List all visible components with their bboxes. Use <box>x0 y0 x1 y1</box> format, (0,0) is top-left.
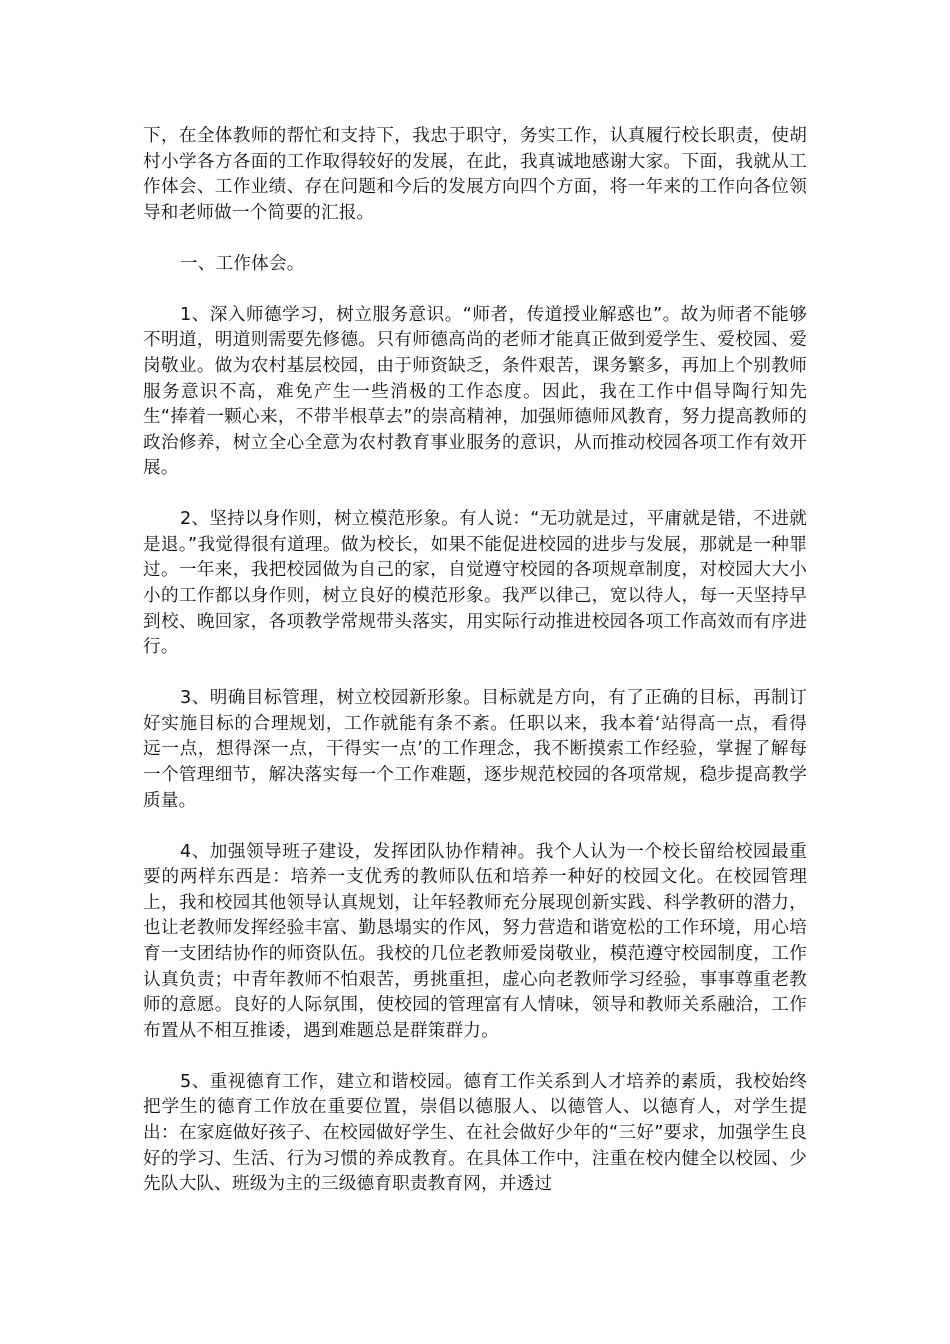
document-page <box>143 124 807 1223</box>
paragraph-1: 1、深入师德学习，树立服务意识。“师者，传道授业解惑也”。故为师者不能够不明道，明道则需要先修德。只有师德高尚的老师才能真正做到爱学生、爱校园、爱岗敬业。做为农村基层校园，由于师资缺乏，条件艰苦，课务繁多，再加上个别教师服务意识不高，难免产生一些消极的工作态度。因此，我在工作中倡导陶行知先生“捧着一颗心来，不带半根草去”的崇高精神，加强师德师风教育，努力提高教师的政治修养，树立全心全意为农村教育事业服务的意识，从而推动校园各项工作有效开展。 <box>143 304 807 479</box>
section-heading: 一、工作体会。 <box>180 253 305 274</box>
intro-paragraph: 下，在全体教师的帮忙和支持下，我忠于职守，务实工作，认真履行校长职责，使胡村小学各方各面的工作取得较好的发展，在此，我真诚地感谢大家。下面，我就从工作体会、工作业绩、存在问题和今后的发展方向四个方面，将一年来的工作向各位领导和老师做一个简要的汇报。 <box>143 126 807 223</box>
paragraph-5: 5、重视德育工作，建立和谐校园。德育工作关系到人才培养的素质，我校始终把学生的德育工作放在重要位置，崇倡以德服人、以德管人、以德育人，对学生提出：在家庭做好孩子、在校园做好学生、在社会做好少年的“三好”要求，加强学生良好的学习、生活、行为习惯的养成教育。在具体工作中，注重在校内健全以校园、少先队大队、班级为主的三级德育职责教育网，并透过 <box>143 1071 807 1195</box>
paragraph-3: 3、明确目标管理，树立校园新形象。目标就是方向，有了正确的目标，再制订好实施目标的合理规划，工作就能有条不紊。任职以来，我本着‘站得高一点，看得远一点，想得深一点，干得实一点’的工作理念，我不断摸索工作经验，掌握了解每一个管理细节，解决落实每一个工作难题，逐步规范校园的各项常规，稳步提高教学质量。 <box>143 688 807 811</box>
paragraph-4: 4、加强领导班子建设，发挥团队协作精神。我个人认为一个校长留给校园最重要的两样东西是：培养一支优秀的教师队伍和培养一种好的校园文化。在校园管理上，我和校园其他领导认真规划，让年轻教师充分展现创新实践、科学教研的潜力，也让老教师发挥经验丰富、勤恳塌实的作风，努力营造和谐宽松的工作环境，用心培育一支团结协作的师资队伍。我校的几位老教师爱岗敬业，模范遵守校园制度，工作认真负责；中青年教师不怕艰苦，勇挑重担，虚心向老教师学习经验，事事尊重老教师的意愿。良好的人际氛围，使校园的管理富有人情味，领导和教师关系融洽，工作布置从不相互推诿，遇到难题总是群策群力。 <box>143 841 807 1041</box>
paragraph-2: 2、坚持以身作则，树立模范形象。有人说：“无功就是过，平庸就是错，不进就是退。”我觉得很有道理。做为校长，如果不能促进校园的进步与发展，那就是一种罪过。一年来，我把校园做为自己的家，自觉遵守校园的各项规章制度，对校园大大小小的工作都以身作则，树立良好的模范形象。我严以律己，宽以待人，每一天坚持早到校、晚回家，各项教学常规带头落实，用实际行动推进校园各项工作高效而有序进行。 <box>143 509 807 658</box>
